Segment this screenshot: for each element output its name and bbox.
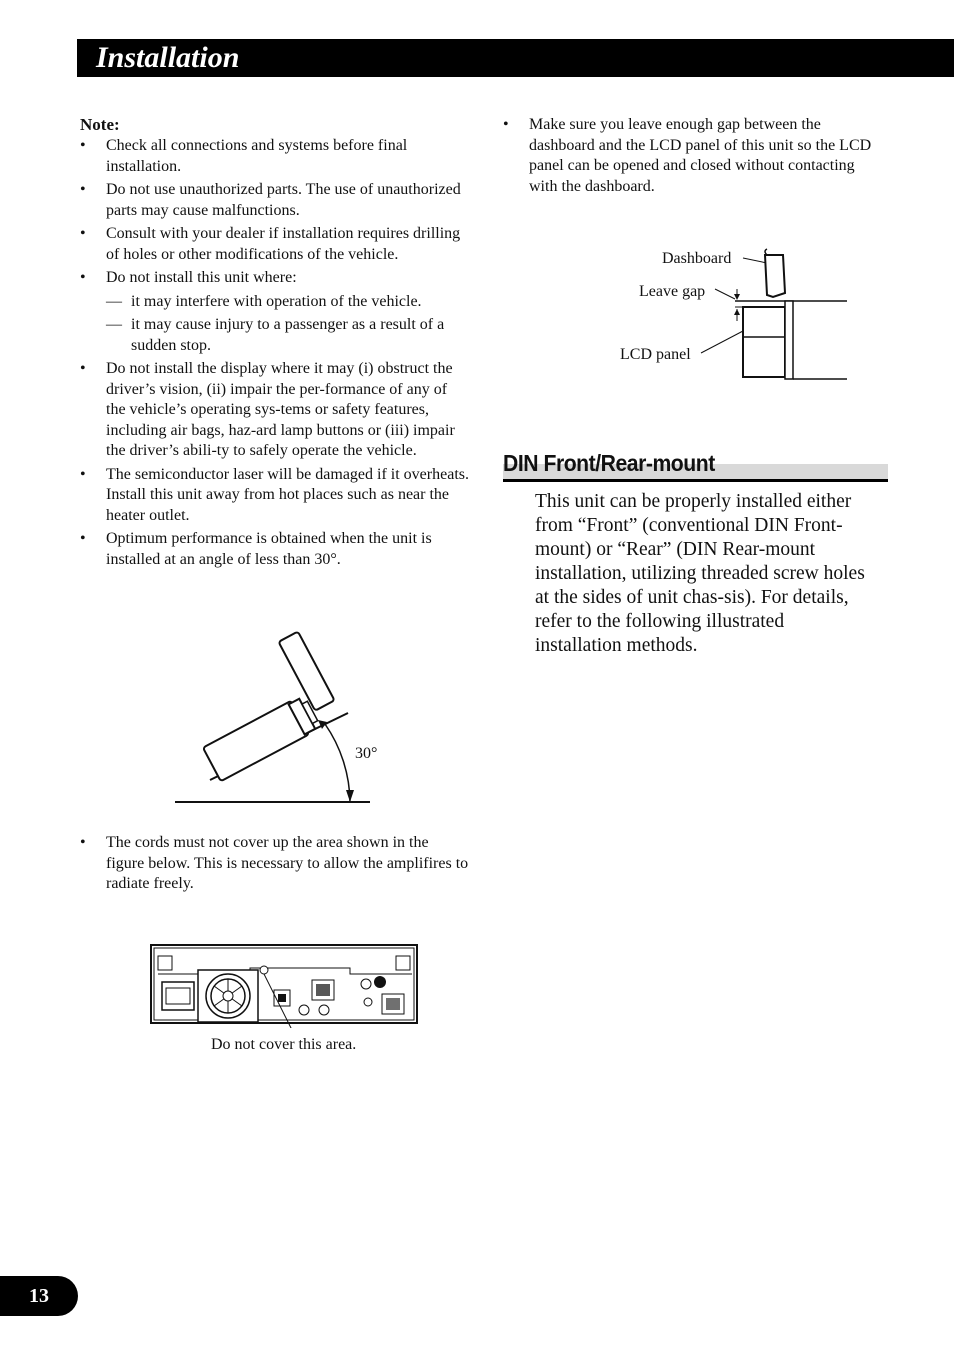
gap-figure: [615, 245, 855, 385]
header-bar: [77, 39, 954, 77]
note-title: Note:: [80, 115, 120, 134]
page-number: 13: [0, 1276, 78, 1316]
note-item: • The semiconductor laser will be damaged if it overheats. Install this unit away from hot places such as near the heater outlet.: [80, 465, 470, 527]
lcd-panel-label: LCD panel: [620, 346, 691, 363]
angle-label: 30°: [355, 745, 378, 762]
page-title: Installation: [96, 41, 240, 74]
section-body: This unit can be properly installed either from “Front” (conventional DIN Front-mount) or “Rear” (DIN Rear-mount installation, utilizing threaded screw holes at the sides of unit chas-sis). For details, refer to the following illustrated installation methods.: [535, 491, 865, 656]
note-item: • Check all connections and systems before final installation.: [80, 136, 470, 177]
angle-figure: [170, 630, 380, 810]
note-sublist: [106, 292, 470, 357]
note-item: • Do not install the display where it may (i) obstruct the driver’s vision, (ii) impair the per-formance of any of the vehicle’s operating sys-tems or safety features, including air bags, haz-ard lamp buttons or (iii) impair the driver’s abili-ty to safely operate the vehicle.: [80, 359, 470, 462]
note-item: • Consult with your dealer if installation requires drilling of holes or other modifications of the vehicle.: [80, 224, 470, 265]
note-subitem: — it may cause injury to a passenger as a result of a sudden stop.: [106, 315, 470, 356]
note-item: • Optimum performance is obtained when the unit is installed at an angle of less than 30°.: [80, 529, 470, 570]
note-list-continued: [80, 359, 470, 570]
note-item: • Do not use unauthorized parts. The use of unauthorized parts may cause malfunctions.: [80, 180, 470, 221]
gap-list: [503, 115, 883, 200]
cords-list: [80, 833, 470, 898]
dashboard-label: Dashboard: [662, 250, 732, 267]
rear-panel-caption: Do not cover this area.: [211, 1036, 357, 1053]
note-item: • Do not install this unit where:: [80, 268, 470, 289]
section-title: DIN Front/Rear-mount: [503, 450, 715, 476]
note-subitem: — it may interfere with operation of the vehicle.: [106, 292, 470, 313]
left-column: [80, 115, 470, 573]
gap-item: • Make sure you leave enough gap between the dashboard and the LCD panel of this unit so the LCD panel can be opened and closed without contacting with the dashboard.: [503, 115, 883, 197]
cords-item: • The cords must not cover up the area shown in the figure below. This is necessary to allow the amplifires to radiate freely.: [80, 833, 470, 895]
section-heading: [503, 448, 888, 482]
rear-panel-figure: [150, 944, 420, 1028]
leave-gap-label: Leave gap: [639, 283, 706, 300]
note-list: [80, 136, 470, 289]
